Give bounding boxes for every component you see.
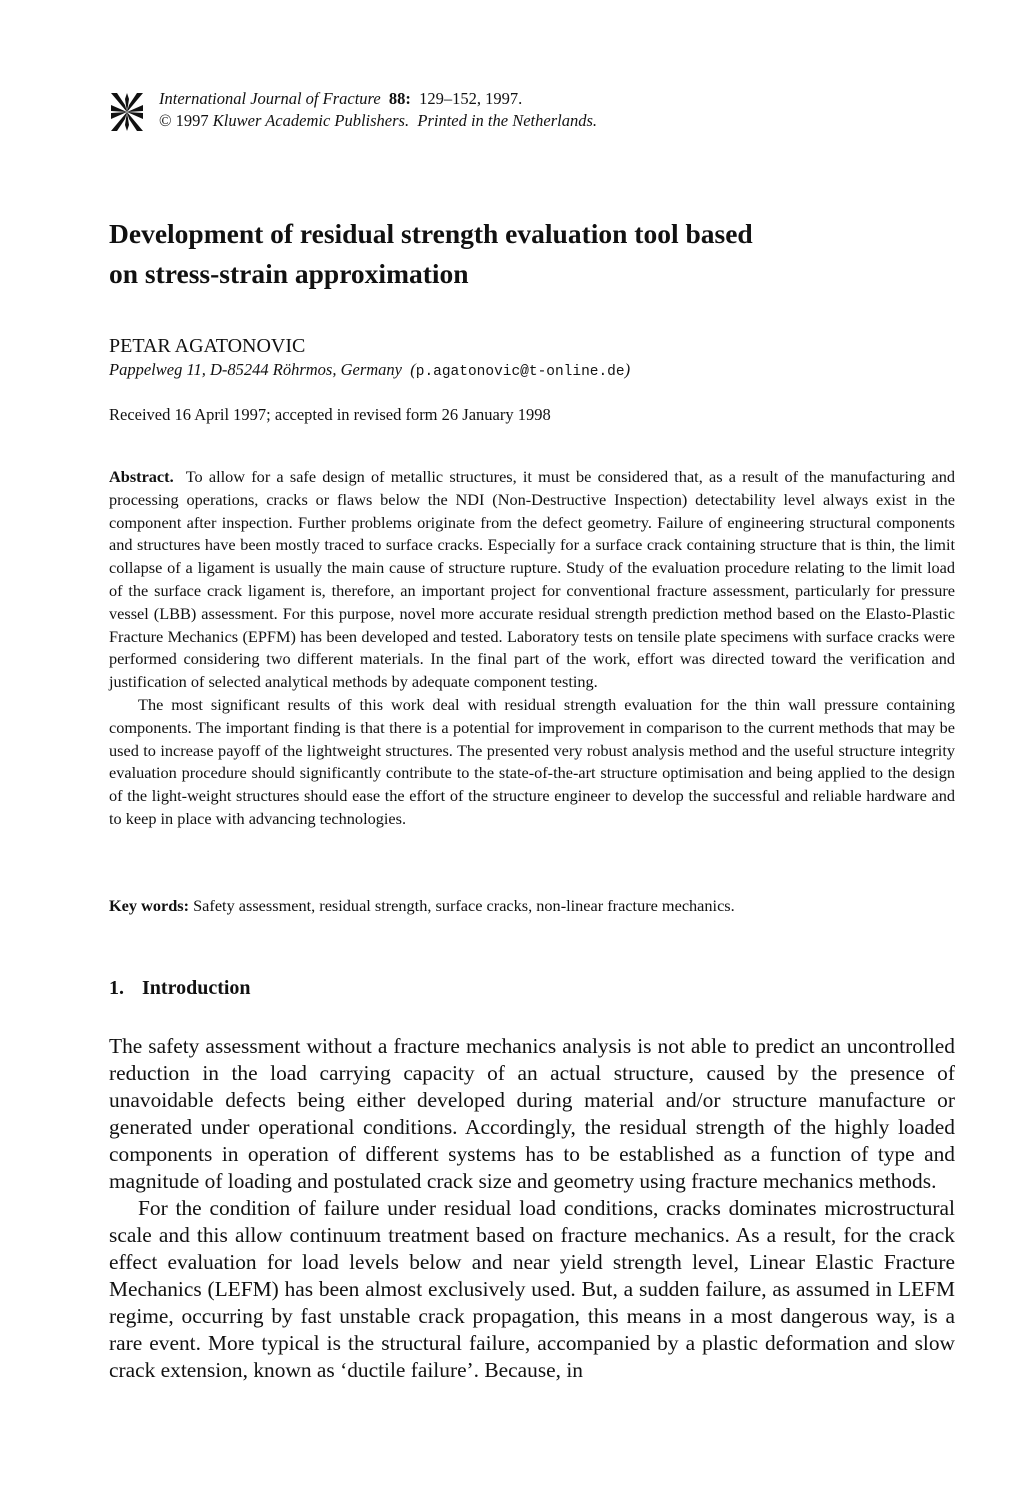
body-paragraph-1: The safety assessment without a fracture mechanics analysis is not able to predict an uncontrolled reduction in the load carrying capacity of an actual structure, caused by the presence of unavoidable defects being either developed during material and/or structure manufacture or generated under operational conditions. Accordingly, the residual strength of the highly loaded components in operation of different systems has to be established as a function of type and magnitude of loading and postulated crack size and geometry using fracture mechanics methods. <box>109 1034 955 1193</box>
author-email: p.agatonovic@t-online.de <box>415 364 625 380</box>
paper-title <box>109 214 929 294</box>
abstract-paragraph-1 <box>109 466 955 694</box>
title-line-1: Development of residual strength evaluation tool based <box>109 218 753 249</box>
copyright: © 1997 <box>159 111 209 130</box>
title-line-2: on stress-strain approximation <box>109 258 469 289</box>
author-address: Pappelweg 11, D-85244 Röhrmos, Germany <box>109 360 402 379</box>
abstract-text-1: To allow for a safe design of metallic structures, it must be considered that, as a result of the manufacturing and processing operations, cracks or flaws below the NDI (Non-Destructive Inspection) detectability level always exist in the component after inspection. Further problems originate from the defect geometry. Failure of engineering structural components and structures have been mostly traced to surface cracks. Especially for a surface crack containing structure that is thin, the limit collapse of a ligament is usually the main cause of structure rupture. Study of the evaluation procedure relating to the limit load of the surface crack ligament is, therefore, an important project for conventional fracture assessment, particularly for pressure vessel (LBB) assessment. For this purpose, novel more accurate residual strength prediction method based on the Elasto-Plastic Fracture Mechanics (EPFM) has been developed and tested. Laboratory tests on tensile plate specimens with surface cracks were performed considering two different materials. In the final part of the work, effort was directed toward the verification and justification of selected analytical methods by adequate component testing. <box>109 467 955 692</box>
publisher: Kluwer Academic Publishers. <box>212 111 410 130</box>
keywords-text: Safety assessment, residual strength, surface cracks, non-linear fracture mechanics. <box>193 896 735 915</box>
kluwer-logo-icon <box>109 91 145 133</box>
journal-citation <box>159 88 597 132</box>
citation-line-2 <box>159 110 597 132</box>
printed-in: Printed in the Netherlands. <box>417 111 598 130</box>
journal-name: International Journal of Fracture <box>159 89 381 108</box>
author-affiliation: Pappelweg 11, D-85244 Röhrmos, Germany (p.agatonovic@t-online.de) <box>109 360 631 380</box>
abstract-paragraph-2: The most significant results of this work deal with residual strength evaluation for the thin wall pressure containing components. The important finding is that there is a potential for improvement in comparison to the current methods that may be used to increase payoff of the lightweight structures. The presented very robust analysis method and the useful structure integrity evaluation procedure should significantly contribute to the state-of-the-art structure optimisation and being applied to the design of the light-weight structures should ease the effort of the structure engineer to develop the successful and reliable hardware and to keep in place with advancing technologies. <box>109 694 955 828</box>
citation-line-1 <box>159 88 597 110</box>
section-heading <box>109 975 251 1001</box>
keywords-label: Key words: <box>109 896 190 915</box>
abstract <box>109 466 955 831</box>
body-text <box>109 1033 955 1384</box>
abstract-label: Abstract. <box>109 467 174 486</box>
keywords <box>109 895 955 917</box>
section-number: 1. <box>109 977 124 999</box>
body-paragraph-2: For the condition of failure under residual load conditions, cracks dominates microstructural scale and this allow continuum treatment based on fracture mechanics. As a result, for the crack effect evaluation for load levels below and near yield strength level, Linear Elastic Fracture Mechanics (LEFM) has been almost exclusively used. But, a sudden failure, as assumed in LEFM regime, occurring by fast unstable crack propagation, this means in a most dangerous way, is a rare event. More typical is the structural failure, accompanied by a plastic deformation and slow crack extension, known as ‘ductile failure’. Because, in <box>109 1196 955 1382</box>
author-name: PETAR AGATONOVIC <box>109 335 306 357</box>
received-dates: Received 16 April 1997; accepted in revised form 26 January 1998 <box>109 405 551 424</box>
journal-header <box>109 88 809 136</box>
journal-pages-year: 129–152, 1997. <box>419 89 523 108</box>
section-title: Introduction <box>142 977 251 999</box>
journal-volume: 88: <box>388 89 411 108</box>
